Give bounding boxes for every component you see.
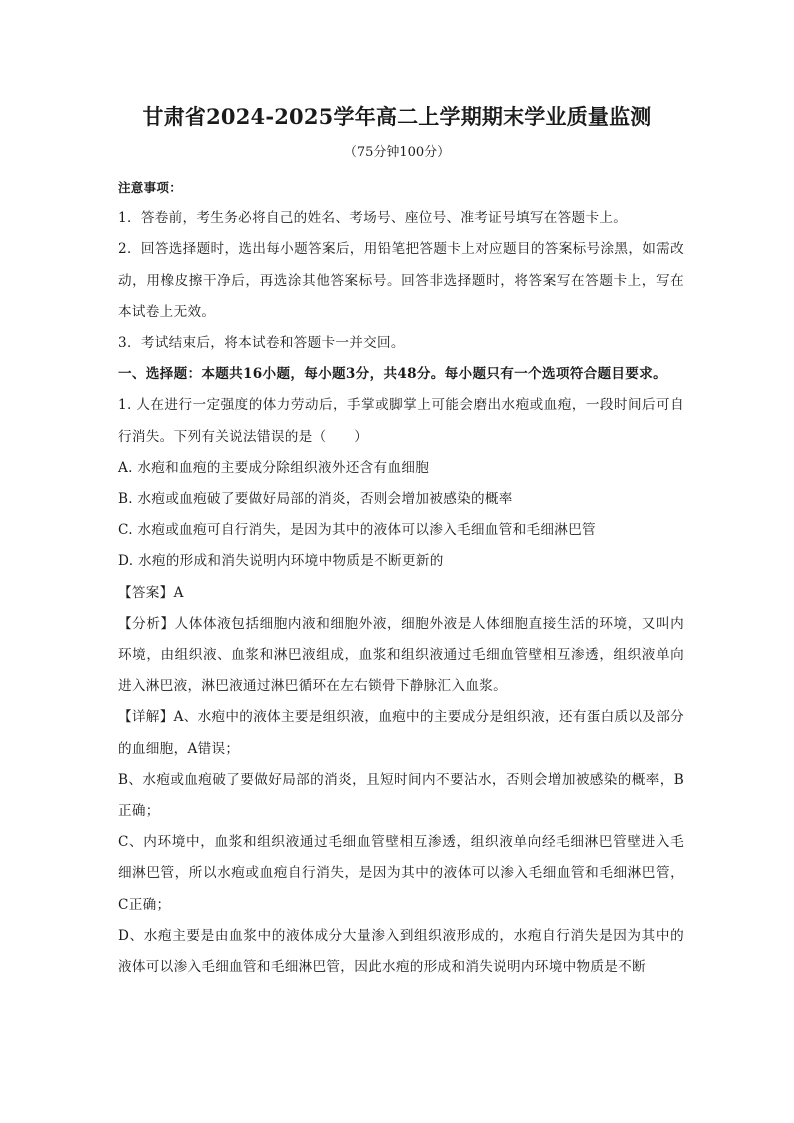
- notice-heading: 注意事项：: [118, 180, 183, 195]
- detail-label: 【详解】: [118, 709, 174, 726]
- answer-label: 【答案】: [118, 584, 174, 601]
- page-title: 甘肃省2024-2025学年高二上学期期末学业质量监测: [142, 104, 652, 129]
- question-1-analysis: [118, 609, 684, 703]
- question-1-detail-c: C、内环境中，血浆和组织液通过毛细血管壁相互渗透，组织液单向经毛细淋巴管壁进入毛细淋巴管，所以水疱或血疱自行消失，是因为其中的液体可以渗入毛细血管和毛细淋巴管，C正确；: [118, 834, 684, 913]
- question-1-option-d: D. 水疱的形成和消失说明内环境中物质是不断更新的: [118, 553, 444, 570]
- analysis-text: 人体体液包括细胞内液和细胞外液，细胞外液是人体细胞直接生活的环境，又叫内环境，由组织液、血浆和淋巴液组成，血浆和组织液通过毛细血管壁相互渗透，组织液单向进入淋巴液，淋巴液通过淋巴循环在左右锁骨下静脉汇入血浆。: [118, 615, 685, 695]
- question-1-option-a: A. 水疱和血疱的主要成分除组织液外还含有血细胞: [118, 459, 430, 476]
- question-1-detail-d: D、水疱主要是由血浆中的液体成分大量渗入到组织液形成的，水疱自行消失是因为其中的液体可以渗入毛细血管和毛细淋巴管，因此水疱的形成和消失说明内环境中物质是不断: [118, 927, 684, 976]
- question-1-detail-b: B、水疱或血疱破了要做好局部的消炎，且短时间内不要沾水，否则会增加被感染的概率，B正确；: [118, 771, 684, 820]
- exam-duration-score: （75分钟100分）: [343, 145, 451, 160]
- notice-item-3: 3．考试结束后，将本试卷和答题卡一并交回。: [118, 335, 405, 352]
- question-1-answer: [118, 578, 684, 609]
- notice-item-2: 2．回答选择题时，选出每小题答案后，用铅笔把答题卡上对应题目的答案标号涂黑，如需改动，用橡皮擦干净后，再选涂其他答案标号。回答非选择题时，将答案写在答题卡上，写在本试卷上无效。: [118, 241, 684, 320]
- document-body: [118, 172, 684, 983]
- question-1-option-b: B. 水疱或血疱破了要做好局部的消炎，否则会增加被感染的概率: [118, 491, 513, 508]
- question-1-option-c: C. 水疱或血疱可自行消失，是因为其中的液体可以渗入毛细血管和毛细淋巴管: [118, 522, 596, 539]
- detail-a-text: A、水疱中的液体主要是组织液，血疱中的主要成分是组织液，还有蛋白质以及部分的血细胞，A错误；: [118, 709, 684, 757]
- notice-item-1: 1．答卷前，考生务必将自己的姓名、考场号、座位号、准考证号填写在答题卡上。: [118, 210, 628, 227]
- question-1-detail-a: [118, 702, 684, 764]
- question-1-stem: 1. 人在进行一定强度的体力劳动后，手掌或脚掌上可能会磨出水疱或血疱，一段时间后可自行消失。下列有关说法错误的是（ ）: [118, 397, 684, 445]
- answer-value: A: [173, 584, 184, 601]
- analysis-label: 【分析】: [118, 615, 175, 632]
- section-heading: 一、选择题：本题共16小题，每小题3分，共48分。每小题只有一个选项符合题目要求。: [118, 366, 667, 383]
